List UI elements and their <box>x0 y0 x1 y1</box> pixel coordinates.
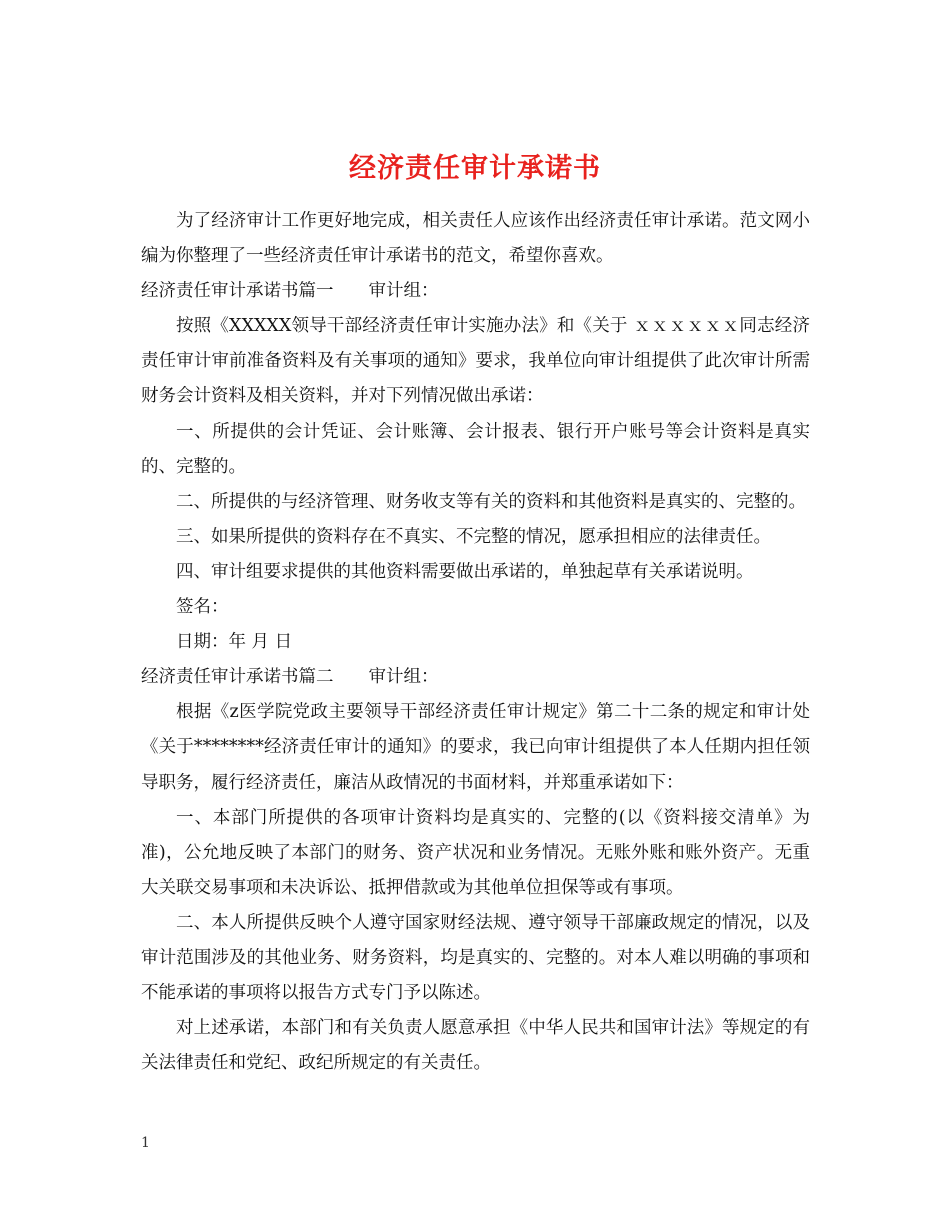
document-title: 经济责任审计承诺书 <box>349 153 601 185</box>
page-number: 1 <box>141 1135 150 1151</box>
document-body <box>141 204 810 1081</box>
paragraph: 二、本人所提供反映个人遵守国家财经法规、遵守领导干部廉政规定的情况，以及审计范围涉及的其他业务、财务资料，均是真实的、完整的。对本人难以明确的事项和不能承诺的事项将以报告方式专门予以陈述。 <box>141 912 810 1004</box>
paragraph: 一、本部门所提供的各项审计资料均是真实的、完整的(以《资料接交清单》为准)，公允地反映了本部门的财务、资产状况和业务情况。无账外账和账外资产。无重大关联交易事项和未决诉讼、抵押借款或为其他单位担保等或有事项。 <box>141 807 810 898</box>
paragraph: 三、如果所提供的资料存在不真实、不完整的情况，愿承担相应的法律责任。 <box>176 526 771 547</box>
signature-line: 签名： <box>176 597 229 618</box>
paragraph: 根据《z医学院党政主要领导干部经济责任审计规定》第二十二条的规定和审计处《关于********经济责任审计的通知》的要求，我已向审计组提供了本人任期内担任领导职务，履行经济责任，廉洁从政情况的书面材料，并郑重承诺如下： <box>141 702 810 793</box>
paragraph: 对上述承诺，本部门和有关负责人愿意承担《中华人民共和国审计法》等规定的有关法律责任和党纪、政纪所规定的有关责任。 <box>141 1018 810 1074</box>
section-heading-one: 经济责任审计承诺书篇一 审计组： <box>141 281 439 302</box>
section-heading-two: 经济责任审计承诺书篇二 审计组： <box>141 667 439 688</box>
paragraph: 按照《XXXXX领导干部经济责任审计实施办法》和《关于 ｘｘｘｘｘｘ同志经济责任审计审前准备资料及有关事项的通知》要求，我单位向审计组提供了此次审计所需财务会计资料及相关资料，并对下列情况做出承诺： <box>141 316 810 407</box>
paragraph: 一、所提供的会计凭证、会计账簿、会计报表、银行开户账号等会计资料是真实的、完整的。 <box>141 421 810 477</box>
paragraph-intro: 为了经济审计工作更好地完成，相关责任人应该作出经济责任审计承诺。范文网小编为你整理了一些经济责任审计承诺书的范文，希望你喜欢。 <box>141 211 810 267</box>
date-line: 日期：年 月 日 <box>176 632 293 653</box>
paragraph: 四、审计组要求提供的其他资料需要做出承诺的，单独起草有关承诺说明。 <box>176 561 754 582</box>
paragraph: 二、所提供的与经济管理、财务收支等有关的资料和其他资料是真实的、完整的。 <box>176 491 806 512</box>
